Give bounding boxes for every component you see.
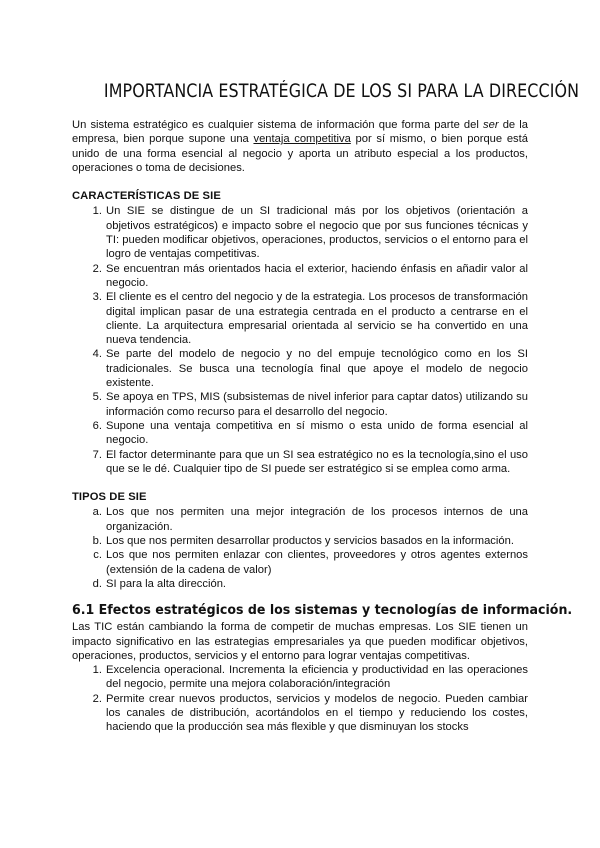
list-item-text: Supone una ventaja competitiva en sí mismo o esta unido de forma esencial al negocio. [106, 419, 528, 447]
list-item [72, 390, 528, 419]
section-heading-6-1: 6.1 Efectos estratégicos de los sistemas y tecnologías de información. [72, 603, 573, 619]
tipos-list [72, 505, 528, 591]
list-item-text: SI para la alta dirección. [106, 577, 227, 590]
intro-underlined-term: ventaja competitiva [253, 133, 351, 146]
list-item-text: El factor determinante para que un SI sea estratégico no es la tecnología,sino el uso que se le dé. Cualquier tipo de SI puede ser estratégico si se emplea como arma. [106, 448, 528, 475]
list-item-letter: c. [93, 549, 102, 562]
list-item [72, 577, 528, 591]
list-item-text: Se parte del modelo de negocio y no del empuje tecnológico como en los SI tradicionales. Se busca una tecnología final que apoye el modelo de negocio existente. [106, 348, 528, 390]
list-item-text: Se encuentran más orientados hacia el exterior, haciendo énfasis en añadir valor al negocio. [106, 262, 528, 289]
efectos-list [72, 663, 528, 734]
list-item-text: El cliente es el centro del negocio y de la estrategia. Los procesos de transformación digital implican pasar de una estrategia centrada en el producto a centrarse en el cliente. La arquitectura empresarial orientada al servicio se ha convertido en una nueva tendencia. [106, 291, 528, 347]
list-item [72, 505, 528, 534]
list-item [72, 419, 528, 448]
list-item [72, 448, 528, 477]
list-item-text: Un SIE se distingue de un SI tradicional más por los objetivos (orientación a objetivos estratégicos) e impacto sobre el negocio que por sus funciones técnicas y TI: pueden modificar objetivos, operaciones, productos, servicios o el entorno para el logro de ventajas competitivas. [106, 205, 528, 261]
list-item-number: 2. [92, 262, 102, 275]
list-item [72, 204, 528, 261]
list-item-number: 5. [92, 391, 102, 404]
document-title: IMPORTANCIA ESTRATÉGICA DE LOS SI PARA LA DIRECCIÓN [103, 81, 580, 102]
intro-text-3: por sí mismo, o bien porque está unido de una forma esencial al negocio y aporta un atributo especial a los productos, operaciones o toma de decisiones. [72, 133, 528, 174]
list-item-number: 1. [92, 664, 102, 677]
list-item-text: Los que nos permiten enlazar con clientes, proveedores y otros agentes externos (extensión de la cadena de valor) [106, 549, 528, 576]
intro-text-1: Un sistema estratégico es cualquier sistema de información que forma parte del [72, 119, 484, 131]
section-heading-tipos: TIPOS DE SIE [72, 491, 147, 504]
list-item-text: Los que nos permiten una mejor integración de los procesos internos de una organización. [106, 506, 528, 533]
list-item-number: 7. [92, 448, 102, 461]
list-item-letter: a. [92, 506, 102, 519]
list-item-letter: b. [92, 535, 102, 548]
caracteristicas-list [72, 204, 528, 476]
list-item [72, 347, 528, 390]
list-item-number: 4. [92, 348, 102, 361]
list-item [72, 534, 528, 548]
intro-italic-word: ser [483, 119, 499, 131]
list-item-text: Permite crear nuevos productos, servicios y modelos de negocio. Pueden cambiar los canales de distribución, acortándolos en el tiempo y reduciendo los costes, haciendo que la producción sea más flexible y que disminuyan los stocks [106, 692, 528, 734]
section-heading-caracteristicas: CARACTERÍSTICAS DE SIE [72, 190, 221, 203]
list-item-text: Se apoya en TPS, MIS (subsistemas de nivel inferior para captar datos) utilizando su información como recurso para el desarrollo del negocio. [106, 391, 528, 418]
list-item [72, 663, 528, 692]
section-6-1-paragraph: Las TIC están cambiando la forma de competir de muchas empresas. Los SIE tienen un impacto significativo en las estrategias empresariales ya que pueden modificar objetivos, operaciones, productos, servicios y el entorno para lograr ventajas competitivas. [72, 621, 528, 662]
list-item-text: Los que nos permiten desarrollar productos y servicios basados en la información. [106, 535, 514, 548]
list-item-text: Excelencia operacional. Incrementa la eficiencia y productividad en las operaciones del negocio, permite una mejora colaboración/integración [106, 664, 528, 691]
intro-paragraph [72, 118, 528, 175]
list-item [72, 548, 528, 577]
list-item-number: 2. [92, 692, 102, 705]
list-item-number: 6. [92, 419, 102, 432]
list-item-letter: d. [92, 577, 102, 590]
list-item-number: 3. [92, 291, 102, 304]
list-item-number: 1. [92, 205, 102, 218]
list-item [72, 262, 528, 291]
list-item [72, 692, 528, 735]
intro-text-2: de la empresa, bien porque supone una [72, 119, 528, 146]
list-item [72, 290, 528, 347]
